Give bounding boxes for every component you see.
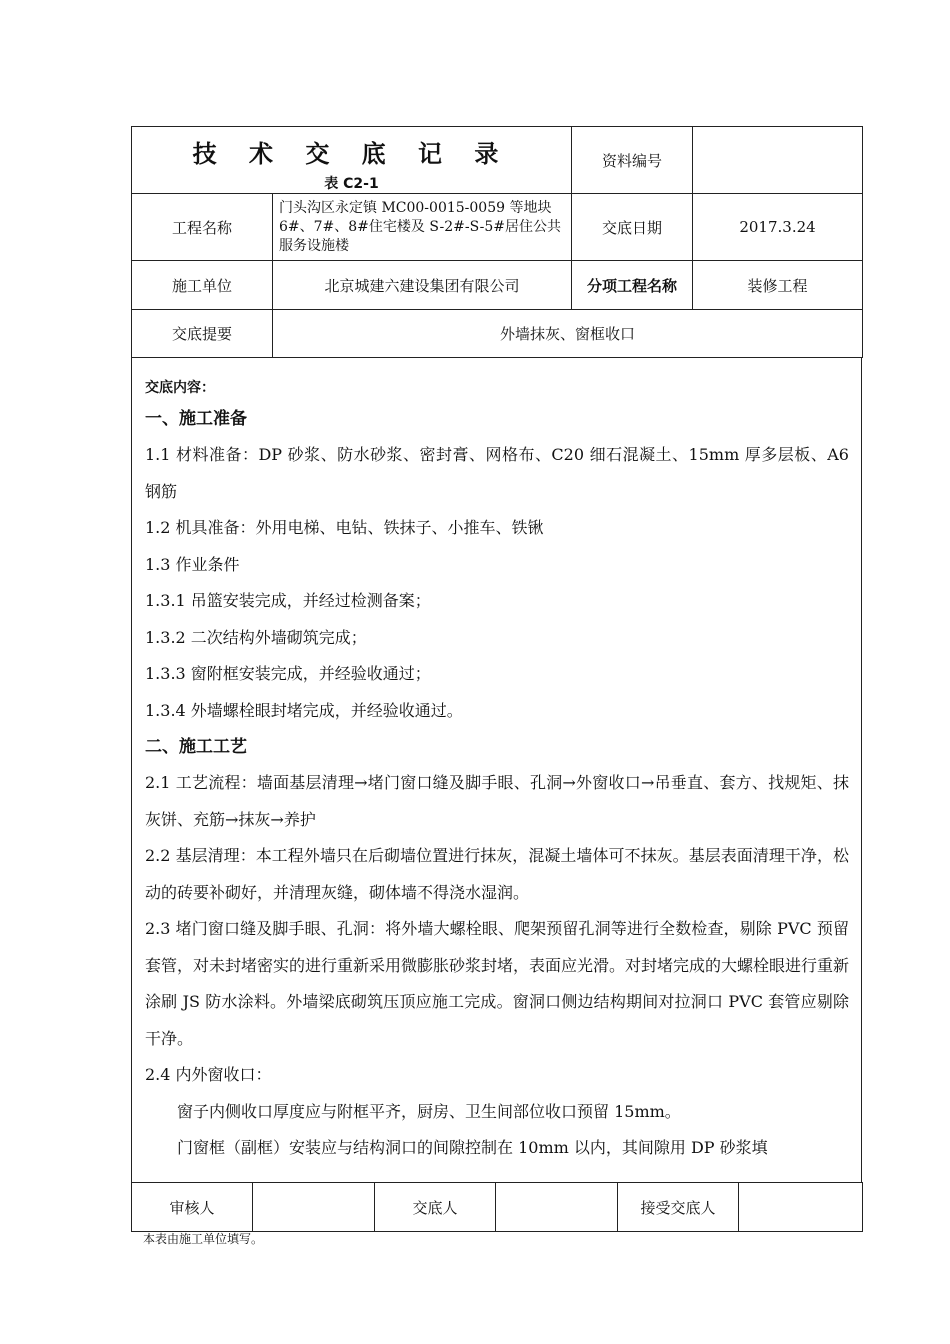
doc-no-field[interactable] [693, 127, 863, 194]
paragraph: 1.3.1 吊篮安装完成，并经过检测备案； [145, 591, 431, 610]
paragraph: 1.3.3 窗附框安装完成，并经验收通过； [145, 664, 431, 683]
paragraph: 2.1 工艺流程：墙面基层清理→堵门窗口缝及脚手眼、孔洞→外窗收口→吊垂直、套方、找规矩、抹灰饼、充筋→抹灰→养护 [145, 773, 849, 829]
sub-project-label: 分项工程名称 [572, 261, 693, 310]
section-heading: 一、施工准备 [145, 409, 247, 429]
page-title: 技 术 交 底 记 录 [192, 139, 511, 168]
unit-label: 施工单位 [132, 261, 273, 310]
title-cell [132, 127, 572, 194]
reviewer-label: 审核人 [132, 1183, 253, 1232]
receiver-label: 接受交底人 [618, 1183, 739, 1232]
form-code: 表 C2-1 [324, 175, 379, 192]
signature-table [131, 1182, 863, 1232]
project-name-field[interactable]: 门头沟区永定镇 MC00-0015-0059 等地块 6#、7#、8#住宅楼及 S-2#-S-5#居住公共服务设施楼 [273, 194, 572, 261]
header-table [131, 126, 863, 358]
record-sheet [131, 126, 862, 358]
paragraph: 窗子内侧收口厚度应与附框平齐，厨房、卫生间部位收口预留 15mm。 [177, 1101, 681, 1121]
paragraph: 门窗框（副框）安装应与结构洞口的间隙控制在 10mm 以内，其间隙用 DP 砂浆填 [177, 1138, 768, 1157]
doc-no-label: 资料编号 [572, 127, 693, 194]
paragraph: 1.1 材料准备：DP 砂浆、防水砂浆、密封膏、网格布、C20 细石混凝土、15mm 厚多层板、A6 钢筋 [145, 445, 849, 501]
unit-field[interactable]: 北京城建六建设集团有限公司 [273, 261, 572, 310]
summary-label: 交底提要 [132, 310, 273, 358]
date-field[interactable]: 2017.3.24 [693, 194, 863, 261]
footer-note: 本表由施工单位填写。 [143, 1232, 264, 1246]
paragraph: 2.4 内外窗收口： [145, 1065, 272, 1084]
summary-field[interactable]: 外墙抹灰、窗框收口 [273, 310, 863, 358]
paragraph: 1.3.2 二次结构外墙砌筑完成； [145, 627, 367, 647]
disclosure-content [131, 357, 862, 1183]
paragraph: 2.3 堵门窗口缝及脚手眼、孔洞：将外墙大螺栓眼、爬架预留孔洞等进行全数检查，剔除 PVC 预留套管，对未封堵密实的进行重新采用微膨胀砂浆封堵，表面应光滑。对封堵完成的大螺栓眼进行重新涂刷 JS 防水涂料。外墙梁底砌筑压顶应施工完成。窗洞口侧边结构期间对拉洞口 PVC 套管应剔除干净。 [145, 919, 850, 1048]
sub-project-field[interactable]: 装修工程 [693, 261, 863, 310]
date-label: 交底日期 [572, 194, 693, 261]
content-label: 交底内容： [145, 380, 215, 396]
receiver-field[interactable] [739, 1183, 863, 1232]
project-label: 工程名称 [132, 194, 273, 261]
paragraph: 1.2 机具准备：外用电梯、电钻、铁抹子、小推车、铁锹 [145, 518, 544, 537]
paragraph: 2.2 基层清理：本工程外墙只在后砌墙位置进行抹灰，混凝土墙体可不抹灰。基层表面清理干净，松动的砖要补砌好，并清理灰缝，砌体墙不得浇水湿润。 [145, 846, 849, 902]
paragraph: 1.3.4 外墙螺栓眼封堵完成，并经验收通过。 [145, 700, 463, 720]
reviewer-field[interactable] [253, 1183, 375, 1232]
discloser-field[interactable] [496, 1183, 618, 1232]
paragraph: 1.3 作业条件 [145, 554, 240, 574]
section-heading: 二、施工工艺 [145, 737, 247, 757]
discloser-label: 交底人 [375, 1183, 496, 1232]
